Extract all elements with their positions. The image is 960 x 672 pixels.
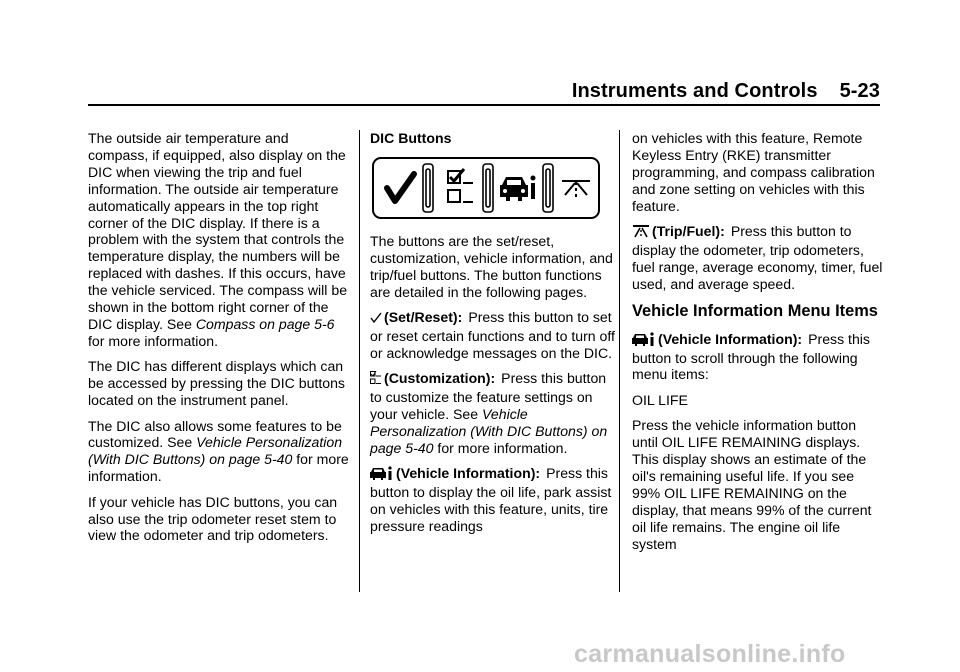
dic-buttons-illustration [372, 157, 600, 219]
watermark: carmanualsonline.info [574, 640, 846, 668]
vehicle-information-icon [632, 332, 656, 350]
column-divider [619, 130, 620, 592]
paragraph: The DIC also allows some features to be customized. See Vehicle Personalization (With DIC Buttons) on page 5-40 for more information. [88, 417, 349, 485]
column-2 [370, 130, 616, 543]
paragraph: The buttons are the set/reset, customization, vehicle information, and trip/fuel buttons. The button functions are detailed in the following pages. [370, 232, 613, 300]
column-1 [88, 130, 350, 553]
cross-reference-link[interactable]: Vehicle Personalization (With DIC Buttons) on page 5-40 [370, 406, 608, 456]
paragraph: If your vehicle has DIC buttons, you can also use the trip odometer reset stem to view the odometer and trip odometers. [88, 493, 338, 544]
trip-fuel-description: (Trip/Fuel): Press this button to display the odometer, trip odometers, fuel range, average economy, timer, fuel used, and average speed. [632, 223, 883, 292]
paragraph: Press the vehicle information button until OIL LIFE REMAINING displays. This display shows an estimate of the oil's remaining useful life. If you see 99% OIL LIFE REMAINING on the display, that means 99% of the current oil life remains. The engine oil life system [632, 417, 872, 552]
vehicle-information-icon [370, 466, 394, 484]
page-header [562, 80, 880, 103]
vehicle-information-description: (Vehicle Information): Press this button to display the oil life, park assist on vehicles with this feature, units, tire pressure readings [370, 465, 612, 534]
subheading: OIL LIFE [632, 391, 688, 408]
customization-description: (Customization): Press this button to customize the feature settings on your vehicle. See Vehicle Personalization (With DIC Buttons) on page 5-40 for more information. [370, 370, 608, 456]
check-icon [370, 311, 382, 328]
trip-fuel-icon [632, 224, 650, 242]
customization-icon [370, 371, 382, 389]
section-heading: DIC Buttons [370, 130, 452, 146]
page-number: 5-23 [839, 80, 880, 102]
column-3 [632, 130, 884, 561]
section-title: Instruments and Controls [571, 80, 818, 102]
set-reset-description: (Set/Reset): Press this button to set or reset certain functions and to turn off or acknowledge messages on the DIC. [370, 309, 615, 361]
cross-reference-link[interactable]: Vehicle Personalization (With DIC Buttons) on page 5-40 [88, 434, 343, 468]
paragraph: on vehicles with this feature, Remote Keyless Entry (RKE) transmitter programming, and compass calibration and zone setting on vehicles with this feature. [632, 130, 875, 214]
section-heading: Vehicle Information Menu Items [632, 302, 878, 321]
vehicle-information-description: (Vehicle Information): Press this button to scroll through the following menu items: [632, 330, 870, 383]
header-rule [88, 104, 880, 106]
column-divider [359, 130, 360, 592]
cross-reference-link[interactable]: Compass on page 5-6 [195, 315, 335, 332]
paragraph: The outside air temperature and compass, if equipped, also display on the DIC when viewing the trip and fuel information. The outside air temperature automatically appears in the top right corner of the DIC display. If there is a problem with the system that controls the temperature display, the numbers will be replaced with dashes. If this occurs, have the vehicle serviced. The compass will be shown in the bottom right corner of the DIC display. See Compass on page 5-6 for more information. [88, 130, 348, 349]
paragraph: The DIC has different displays which can be accessed by pressing the DIC buttons located on the instrument panel. [88, 358, 345, 409]
